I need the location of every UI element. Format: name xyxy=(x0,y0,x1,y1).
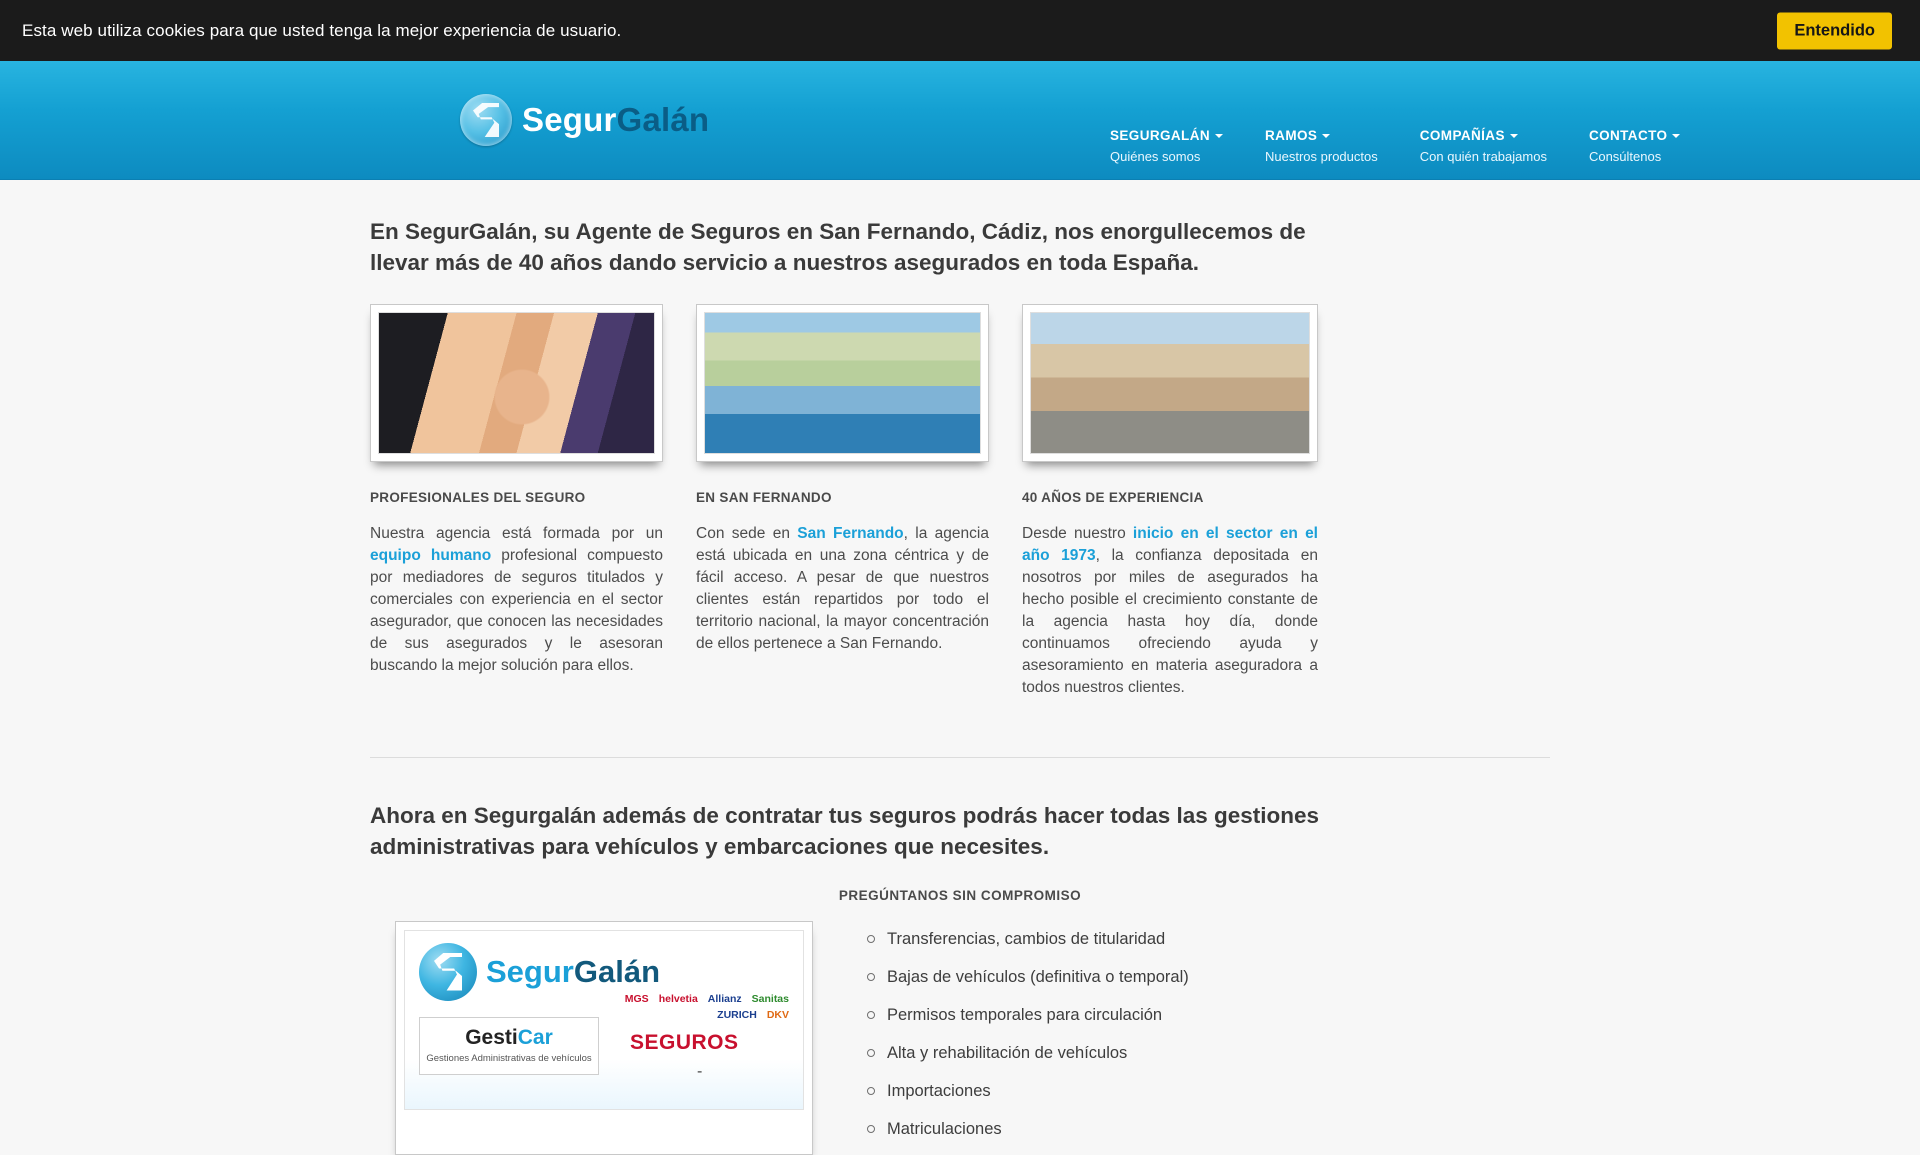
segurgalan-logo-icon xyxy=(460,94,512,146)
nav-title-segurgalan[interactable] xyxy=(1110,128,1223,143)
nav-sub-companias[interactable]: Con quién trabajamos xyxy=(1419,149,1547,164)
feature-image-frame xyxy=(370,304,663,462)
brand-logo-mgs: MGS xyxy=(624,992,649,1005)
nav-sub-segurgalan[interactable]: Quiénes somos xyxy=(1110,149,1201,164)
cookie-consent-bar xyxy=(0,0,1920,61)
handshake-photo xyxy=(378,312,655,454)
promo-image-card xyxy=(395,921,813,1155)
brand-logo-zurich: ZURICH xyxy=(717,1008,757,1021)
feature-image-frame xyxy=(1022,304,1318,462)
nav-title-ramos[interactable] xyxy=(1265,128,1378,143)
logo-wordmark xyxy=(522,101,709,139)
nav-item-companias[interactable] xyxy=(1420,128,1547,164)
gesticar-word-car: Car xyxy=(517,1025,553,1049)
feature-body-text-a: Con sede en xyxy=(696,525,798,542)
promo-dash: - xyxy=(697,1062,703,1080)
list-item: Transferencias, cambios de titularidad xyxy=(865,927,1189,951)
list-item: Permisos temporales para circulación xyxy=(865,1003,1189,1027)
promo-word-segur: Segur xyxy=(486,953,574,989)
gesticar-word-gesti: Gesti xyxy=(465,1025,518,1049)
brand-logo-sanitas: Sanitas xyxy=(751,992,789,1005)
main-navigation[interactable] xyxy=(1110,128,1680,164)
nav-sub-ramos[interactable]: Nuestros productos xyxy=(1265,149,1378,164)
nav-title-companias[interactable] xyxy=(1420,128,1547,143)
nav-label-ramos: RAMOS xyxy=(1265,128,1318,143)
logo-word-galan: Galán xyxy=(616,101,710,138)
list-item: Importaciones xyxy=(865,1079,1189,1103)
nav-label-companias: COMPAÑÍAS xyxy=(1419,128,1505,143)
feature-profesionales xyxy=(370,304,663,715)
list-item: Alta y rehabilitación de vehículos xyxy=(865,1041,1189,1065)
chevron-down-icon xyxy=(1322,134,1330,138)
feature-body-text-a: Desde nuestro xyxy=(1022,525,1133,542)
town-square-photo xyxy=(1030,312,1310,454)
chevron-down-icon xyxy=(1510,134,1518,138)
nav-item-segurgalan[interactable] xyxy=(1110,128,1223,164)
gestiones-list xyxy=(865,927,1189,1155)
feature-body-profesionales xyxy=(370,523,663,677)
feature-experiencia xyxy=(1022,304,1318,715)
segurgalan-logo-icon xyxy=(419,943,477,1001)
nav-sub-contacto[interactable]: Consúltenos xyxy=(1588,149,1662,164)
nav-item-ramos[interactable] xyxy=(1265,128,1378,164)
brand-logo-helvetia: helvetia xyxy=(658,992,698,1005)
promo-subtitle: PREGÚNTANOS SIN COMPROMISO xyxy=(838,887,1082,903)
feature-body-experiencia xyxy=(1022,523,1318,699)
list-item: Bajas de vehículos (definitiva o temporal) xyxy=(865,965,1189,989)
feature-san-fernando xyxy=(696,304,989,715)
feature-image-frame xyxy=(696,304,989,462)
site-header xyxy=(0,61,1920,180)
promo-word-galan: Galán xyxy=(573,953,661,989)
cookie-consent-text: Esta web utiliza cookies para que usted tenga la mejor experiencia de usuario. xyxy=(22,20,622,40)
promo-section xyxy=(370,921,1550,1155)
aerial-view-photo xyxy=(704,312,981,454)
section-divider xyxy=(370,757,1550,758)
intro-heading: En SegurGalán, su Agente de Seguros en San Fernando, Cádiz, nos enorgullecemos de llevar más de 40 años dando servicio a nuestros asegurados en toda España. xyxy=(370,219,1306,275)
feature-body-san-fernando xyxy=(696,523,989,655)
cookie-accept-button[interactable]: Entendido xyxy=(1777,12,1892,49)
chevron-down-icon xyxy=(1672,134,1680,138)
feature-title-profesionales: PROFESIONALES DEL SEGURO xyxy=(370,490,586,505)
feature-highlight-san-fernando[interactable]: San Fernando xyxy=(797,525,904,542)
feature-body-text-a: Nuestra agencia está formada por un xyxy=(370,525,663,542)
insurer-brand-logos xyxy=(604,993,789,1021)
nav-title-contacto[interactable] xyxy=(1589,128,1680,143)
feature-highlight-equipo-humano[interactable]: equipo humano xyxy=(370,547,492,564)
gesticar-subtitle: Gestiones Administrativas de vehículos xyxy=(426,1052,592,1064)
nav-label-contacto: CONTACTO xyxy=(1588,128,1668,143)
brand-logo-dkv: DKV xyxy=(766,1008,789,1021)
promo-poster xyxy=(404,930,804,1110)
feature-columns xyxy=(370,304,1550,715)
logo-word-segur: Segur xyxy=(522,101,617,138)
brand-logo-allianz: Allianz xyxy=(707,992,742,1005)
feature-highlight-inicio-1973[interactable]: inicio en el sector en el año 1973 xyxy=(1022,525,1318,564)
feature-body-text-b: profesional compuesto por mediadores de seguros titulados y comerciales con experiencia en el sector asegurador, que conocen las necesidades de sus asegurados y le asesoran buscando la mejor solución para ellos. xyxy=(370,547,663,674)
site-logo[interactable] xyxy=(460,94,709,146)
chevron-down-icon xyxy=(1215,134,1223,138)
feature-title-experiencia: 40 AÑOS DE EXPERIENCIA xyxy=(1022,490,1204,505)
gesticar-box xyxy=(419,1017,599,1075)
list-item: Matriculaciones xyxy=(865,1117,1189,1141)
feature-body-text-b: , la confianza depositada en nosotros por miles de asegurados ha hecho posible el crecimiento constante de la agencia hasta hoy día, donde continuamos ofreciendo ayuda y asesoramiento en materia aseguradora a todos nuestros clientes. xyxy=(1022,547,1318,696)
feature-title-san-fernando: EN SAN FERNANDO xyxy=(696,490,832,505)
nav-item-contacto[interactable] xyxy=(1589,128,1680,164)
promo-seguros-label: SEGUROS xyxy=(630,1030,739,1054)
nav-label-segurgalan: SEGURGALÁN xyxy=(1110,128,1211,143)
gesticar-wordmark xyxy=(426,1026,592,1050)
gestiones-heading: Ahora en Segurgalán además de contratar tus seguros podrás hacer todas las gestiones administrativas para vehículos y embarcaciones que necesites. xyxy=(370,802,1320,859)
feature-body-text-b: , la agencia está ubicada en una zona céntrica y de fácil acceso. A pesar de que nuestros clientes están repartidos por todo el territorio nacional, la mayor concentración de ellos pertenece a San Fernando. xyxy=(696,525,989,652)
page-content xyxy=(370,180,1550,1155)
promo-wordmark xyxy=(486,954,660,990)
